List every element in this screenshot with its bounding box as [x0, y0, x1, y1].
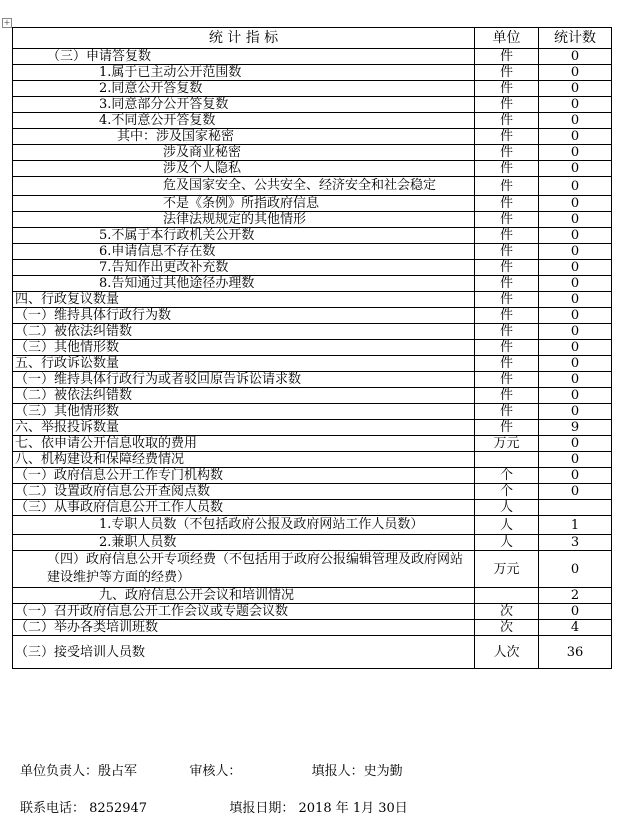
- row-unit: 件: [475, 81, 539, 97]
- row-unit: 件: [475, 129, 539, 145]
- phone-value: 8252947: [89, 801, 148, 816]
- table-row: [13, 161, 612, 177]
- table-row: [13, 356, 612, 372]
- row-label: 2.兼职人员数: [13, 535, 475, 551]
- row-label: 7.告知作出更改补充数: [13, 260, 475, 276]
- row-value: 0: [539, 65, 612, 81]
- row-value: 0: [539, 404, 612, 420]
- date-value: 2018 年 1月 30日: [298, 801, 408, 816]
- row-label: 六、举报投诉数量: [13, 420, 475, 436]
- row-value: 0: [539, 177, 612, 196]
- row-unit: 件: [475, 65, 539, 81]
- table-row: [13, 372, 612, 388]
- table-row: [13, 308, 612, 324]
- row-value: 0: [539, 436, 612, 452]
- table-row: [13, 500, 612, 516]
- table-row: [13, 292, 612, 308]
- table-row: [13, 129, 612, 145]
- row-label: 涉及个人隐私: [13, 161, 475, 177]
- row-label: 2.同意公开答复数: [13, 81, 475, 97]
- row-value: 0: [539, 604, 612, 620]
- row-value: 0: [539, 81, 612, 97]
- reviewer-label: 审核人：: [189, 764, 242, 779]
- row-label: 6.申请信息不存在数: [13, 244, 475, 260]
- row-value: 0: [539, 212, 612, 228]
- footer-line-2: [20, 797, 408, 816]
- row-unit: 件: [475, 276, 539, 292]
- table-row: [13, 452, 612, 468]
- row-label: 1.属于已主动公开范围数: [13, 65, 475, 81]
- row-value: 0: [539, 196, 612, 212]
- row-unit: 次: [475, 620, 539, 636]
- row-label: 七、依申请公开信息收取的费用: [13, 436, 475, 452]
- row-unit: 人: [475, 535, 539, 551]
- phone-label: 联系电话：: [20, 801, 86, 816]
- row-label: 涉及商业秘密: [13, 145, 475, 161]
- row-unit: 件: [475, 308, 539, 324]
- row-unit: 人: [475, 516, 539, 535]
- row-unit: 件: [475, 340, 539, 356]
- row-value: 0: [539, 551, 612, 588]
- row-label: （二）被依法纠错数: [13, 388, 475, 404]
- row-value: 0: [539, 145, 612, 161]
- row-unit: 件: [475, 324, 539, 340]
- row-label: （二）被依法纠错数: [13, 324, 475, 340]
- row-label: 4.不同意公开答复数: [13, 113, 475, 129]
- row-label: 八、机构建设和保障经费情况: [13, 452, 475, 468]
- row-value: 0: [539, 340, 612, 356]
- row-value: 1: [539, 516, 612, 535]
- row-value: 4: [539, 620, 612, 636]
- row-label: （一）政府信息公开工作专门机构数: [13, 468, 475, 484]
- table-row: [13, 212, 612, 228]
- table-row: [13, 404, 612, 420]
- footer-line-1: [20, 760, 403, 779]
- row-unit: 件: [475, 177, 539, 196]
- table-row: [13, 604, 612, 620]
- row-unit: 件: [475, 161, 539, 177]
- row-value: 0: [539, 260, 612, 276]
- table-row: [13, 484, 612, 500]
- table-row: [13, 228, 612, 244]
- header-count: 统计数: [539, 28, 612, 49]
- row-label: （二）举办各类培训班数: [13, 620, 475, 636]
- row-value: 0: [539, 49, 612, 65]
- row-value: 0: [539, 113, 612, 129]
- header-unit: 单位: [475, 28, 539, 49]
- row-unit: 件: [475, 145, 539, 161]
- row-unit: 件: [475, 49, 539, 65]
- table-row: [13, 535, 612, 551]
- row-label: 危及国家安全、公共安全、经济安全和社会稳定: [13, 177, 475, 196]
- row-label: （二）设置政府信息公开查阅点数: [13, 484, 475, 500]
- leader-name: 殷占军: [98, 764, 138, 779]
- table-row: [13, 65, 612, 81]
- table-move-handle-icon[interactable]: +: [3, 18, 11, 27]
- row-unit: 个: [475, 468, 539, 484]
- row-label: （一）维持具体行政行为或者驳回原告诉讼请求数: [13, 372, 475, 388]
- table-row: [13, 113, 612, 129]
- row-value: 0: [539, 484, 612, 500]
- table-row: [13, 516, 612, 535]
- table-header-row: [13, 28, 612, 49]
- row-label: 法律法规规定的其他情形: [13, 212, 475, 228]
- row-unit: 件: [475, 228, 539, 244]
- row-value: 0: [539, 356, 612, 372]
- row-value: 0: [539, 97, 612, 113]
- table-row: [13, 196, 612, 212]
- table-row: [13, 145, 612, 161]
- row-unit: 人: [475, 500, 539, 516]
- row-unit: 件: [475, 97, 539, 113]
- row-label: 九、政府信息公开会议和培训情况: [13, 588, 475, 604]
- statistics-table: [12, 27, 612, 669]
- row-label: （一）维持具体行政行为数: [13, 308, 475, 324]
- row-value: 0: [539, 452, 612, 468]
- leader-label: 单位负责人：: [20, 764, 99, 779]
- row-label: 不是《条例》所指政府信息: [13, 196, 475, 212]
- table-row: [13, 81, 612, 97]
- row-value: 0: [539, 129, 612, 145]
- row-label: （三）接受培训人员数: [13, 636, 475, 669]
- row-unit: [475, 452, 539, 468]
- row-unit: 件: [475, 196, 539, 212]
- row-unit: 次: [475, 604, 539, 620]
- row-label: （四）政府信息公开专项经费（不包括用于政府公报编辑管理及政府网站建设维护等方面的经费）: [13, 551, 475, 588]
- table-row: [13, 97, 612, 113]
- row-label: （三）其他情形数: [13, 404, 475, 420]
- row-unit: 人次: [475, 636, 539, 669]
- row-unit: 件: [475, 372, 539, 388]
- row-unit: 个: [475, 484, 539, 500]
- row-unit: 件: [475, 260, 539, 276]
- row-label: 8.告知通过其他途径办理数: [13, 276, 475, 292]
- row-value: 0: [539, 468, 612, 484]
- table-row: [13, 620, 612, 636]
- table-row: [13, 177, 612, 196]
- table-row: [13, 388, 612, 404]
- row-label: 3.同意部分公开答复数: [13, 97, 475, 113]
- row-label: 其中：涉及国家秘密: [13, 129, 475, 145]
- table-row: [13, 551, 612, 588]
- table-row: [13, 260, 612, 276]
- row-unit: 万元: [475, 436, 539, 452]
- filler-label: 填报人：: [311, 764, 364, 779]
- row-value: 0: [539, 324, 612, 340]
- row-value: 0: [539, 276, 612, 292]
- row-label: 5.不属于本行政机关公开数: [13, 228, 475, 244]
- date-label: 填报日期：: [229, 801, 295, 816]
- header-indicator: 统 计 指 标: [13, 28, 475, 49]
- row-label: （三）从事政府信息公开工作人员数: [13, 500, 475, 516]
- row-value: 0: [539, 244, 612, 260]
- row-value: 9: [539, 420, 612, 436]
- row-unit: 件: [475, 212, 539, 228]
- row-value: 0: [539, 388, 612, 404]
- table-row: [13, 588, 612, 604]
- table-row: [13, 49, 612, 65]
- row-unit: 万元: [475, 551, 539, 588]
- row-unit: 件: [475, 244, 539, 260]
- row-label: （三）申请答复数: [13, 49, 475, 65]
- row-unit: [475, 588, 539, 604]
- row-unit: 件: [475, 388, 539, 404]
- table-row: [13, 436, 612, 452]
- row-unit: 件: [475, 356, 539, 372]
- table-row: [13, 324, 612, 340]
- row-unit: 件: [475, 292, 539, 308]
- row-label: 1.专职人员数（不包括政府公报及政府网站工作人员数）: [13, 516, 475, 535]
- row-value: 3: [539, 535, 612, 551]
- row-unit: 件: [475, 420, 539, 436]
- table-row: [13, 340, 612, 356]
- table-row: [13, 468, 612, 484]
- row-value: 0: [539, 308, 612, 324]
- row-unit: 件: [475, 404, 539, 420]
- row-value: 36: [539, 636, 612, 669]
- row-label: 四、行政复议数量: [13, 292, 475, 308]
- row-value: 2: [539, 588, 612, 604]
- row-value: 0: [539, 372, 612, 388]
- row-value: [539, 500, 612, 516]
- row-label: （一）召开政府信息公开工作会议或专题会议数: [13, 604, 475, 620]
- row-value: 0: [539, 228, 612, 244]
- table-row: [13, 420, 612, 436]
- row-value: 0: [539, 161, 612, 177]
- row-value: 0: [539, 292, 612, 308]
- table-row: [13, 636, 612, 669]
- filler-name: 史为勤: [363, 764, 403, 779]
- row-label: （三）其他情形数: [13, 340, 475, 356]
- table-row: [13, 244, 612, 260]
- row-unit: 件: [475, 113, 539, 129]
- row-label: 五、行政诉讼数量: [13, 356, 475, 372]
- table-row: [13, 276, 612, 292]
